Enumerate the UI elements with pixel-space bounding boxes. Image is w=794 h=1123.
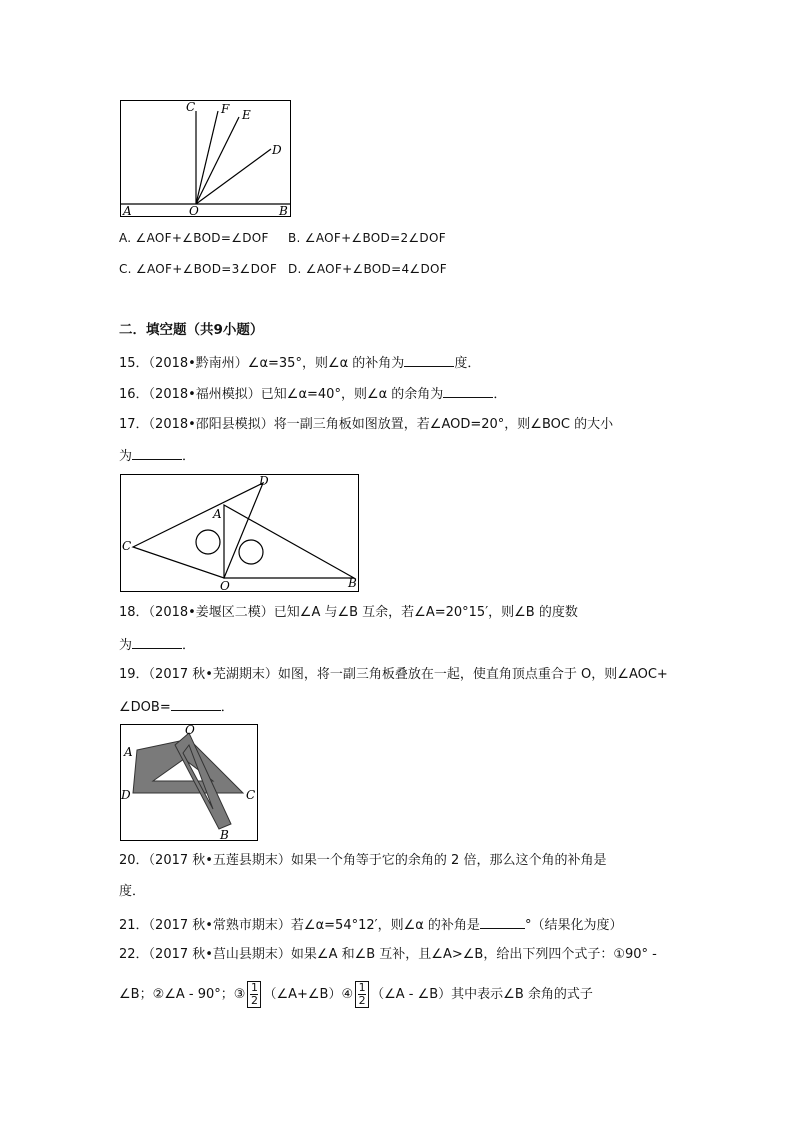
fig2-label-a: A bbox=[213, 507, 222, 521]
figure-overlapping-triangles-drawing bbox=[121, 725, 257, 840]
fig2-label-c: C bbox=[122, 539, 132, 553]
question-18-line1: 18．（2018•姜堰区二模）已知∠A 与∠B 互余，若∠A=20°15′，则∠B 的度数 bbox=[119, 605, 578, 620]
q19-prefix: ∠DOB= bbox=[119, 700, 171, 715]
q15-suffix: 度． bbox=[454, 356, 481, 371]
figure-overlapping-triangles bbox=[120, 724, 258, 841]
fig1-label-d: D bbox=[272, 143, 282, 157]
figure-triangle-boards-drawing bbox=[121, 475, 358, 591]
fig1-label-a: A bbox=[123, 204, 132, 216]
fraction-numerator: 1 bbox=[358, 981, 366, 994]
figure-angles-aob-drawing bbox=[121, 101, 290, 216]
q22-part-a: ∠B；②∠A - 90°；③ bbox=[119, 987, 246, 1002]
q16-text: 16．（2018•福州模拟）已知∠α=40°，则∠α 的余角为 bbox=[119, 387, 444, 402]
q18-answer-blank[interactable] bbox=[132, 635, 182, 649]
fig3-label-d: D bbox=[121, 788, 131, 802]
q22-part-b: （∠A+∠B）④ bbox=[263, 987, 354, 1002]
fig3-label-o: O bbox=[185, 725, 195, 737]
q19-answer-blank[interactable] bbox=[171, 697, 221, 711]
fig1-label-o: O bbox=[189, 204, 199, 216]
figure-triangle-boards bbox=[120, 474, 359, 592]
q14-option-c: C. ∠AOF+∠BOD=3∠DOF bbox=[119, 262, 278, 276]
section-title-fill-in: 二．填空题（共9小题） bbox=[119, 322, 264, 338]
question-22-line2 bbox=[119, 981, 593, 1008]
question-19-line1: 19．（2017 秋•芜湖期末）如图，将一副三角板叠放在一起，使直角顶点重合于 O，则∠AOC+ bbox=[119, 667, 668, 682]
question-17-line1: 17．（2018•邵阳县模拟）将一副三角板如图放置，若∠AOD=20°，则∠BOC 的大小 bbox=[119, 417, 614, 432]
question-19-line2 bbox=[119, 697, 234, 717]
q17-answer-blank[interactable] bbox=[132, 446, 182, 460]
question-21 bbox=[119, 915, 622, 935]
fraction-denominator: 2 bbox=[250, 994, 258, 1007]
question-22-line1: 22．（2017 秋•莒山县期末）如果∠A 和∠B 互补，且∠A>∠B，给出下列四个式子：①90° - bbox=[119, 947, 657, 962]
q15-text: 15．（2018•黔南州）∠α=35°，则∠α 的补角为 bbox=[119, 356, 405, 371]
fig2-label-d: D bbox=[259, 475, 269, 488]
q18-suffix: ． bbox=[182, 638, 196, 653]
q17-prefix: 为 bbox=[119, 449, 133, 464]
fraction-half-1 bbox=[247, 981, 261, 1008]
q21-text: 21．（2017 秋•常熟市期末）若∠α=54°12′，则∠α 的补角是 bbox=[119, 918, 480, 933]
question-18-line2 bbox=[119, 635, 195, 655]
fig3-label-b: B bbox=[220, 828, 229, 840]
fig1-label-c: C bbox=[186, 101, 196, 114]
question-20-line2: 度． bbox=[119, 884, 146, 899]
question-16 bbox=[119, 384, 506, 404]
q19-suffix: ． bbox=[220, 700, 234, 715]
fig3-label-a: A bbox=[124, 745, 133, 759]
figure-angles-aob bbox=[120, 100, 291, 217]
q21-answer-blank[interactable] bbox=[480, 915, 525, 929]
fig3-label-c: C bbox=[246, 788, 256, 802]
q22-part-c: （∠A - ∠B）其中表示∠B 余角的式子 bbox=[371, 987, 593, 1002]
question-15 bbox=[119, 353, 480, 373]
question-20-line1: 20．（2017 秋•五莲县期末）如果一个角等于它的余角的 2 倍，那么这个角的补角是 bbox=[119, 853, 607, 868]
fig1-label-e: E bbox=[242, 108, 251, 122]
q15-answer-blank[interactable] bbox=[404, 353, 454, 367]
q14-option-d: D. ∠AOF+∠BOD=4∠DOF bbox=[288, 262, 447, 276]
q14-option-a: A. ∠AOF+∠BOD=∠DOF bbox=[119, 231, 269, 245]
fig1-label-b: B bbox=[279, 204, 288, 216]
fraction-numerator: 1 bbox=[250, 981, 258, 994]
question-17-line2 bbox=[119, 446, 195, 466]
fraction-half-2 bbox=[355, 981, 369, 1008]
q16-suffix: ． bbox=[493, 387, 507, 402]
fig1-label-f: F bbox=[221, 102, 230, 116]
fraction-denominator: 2 bbox=[358, 994, 366, 1007]
fig2-label-b: B bbox=[348, 576, 357, 590]
q14-option-b: B. ∠AOF+∠BOD=2∠DOF bbox=[288, 231, 446, 245]
q18-prefix: 为 bbox=[119, 638, 133, 653]
q21-suffix: °（结果化为度） bbox=[524, 918, 623, 933]
fig2-label-o: O bbox=[220, 579, 230, 591]
q16-answer-blank[interactable] bbox=[443, 384, 493, 398]
q17-suffix: ． bbox=[182, 449, 196, 464]
